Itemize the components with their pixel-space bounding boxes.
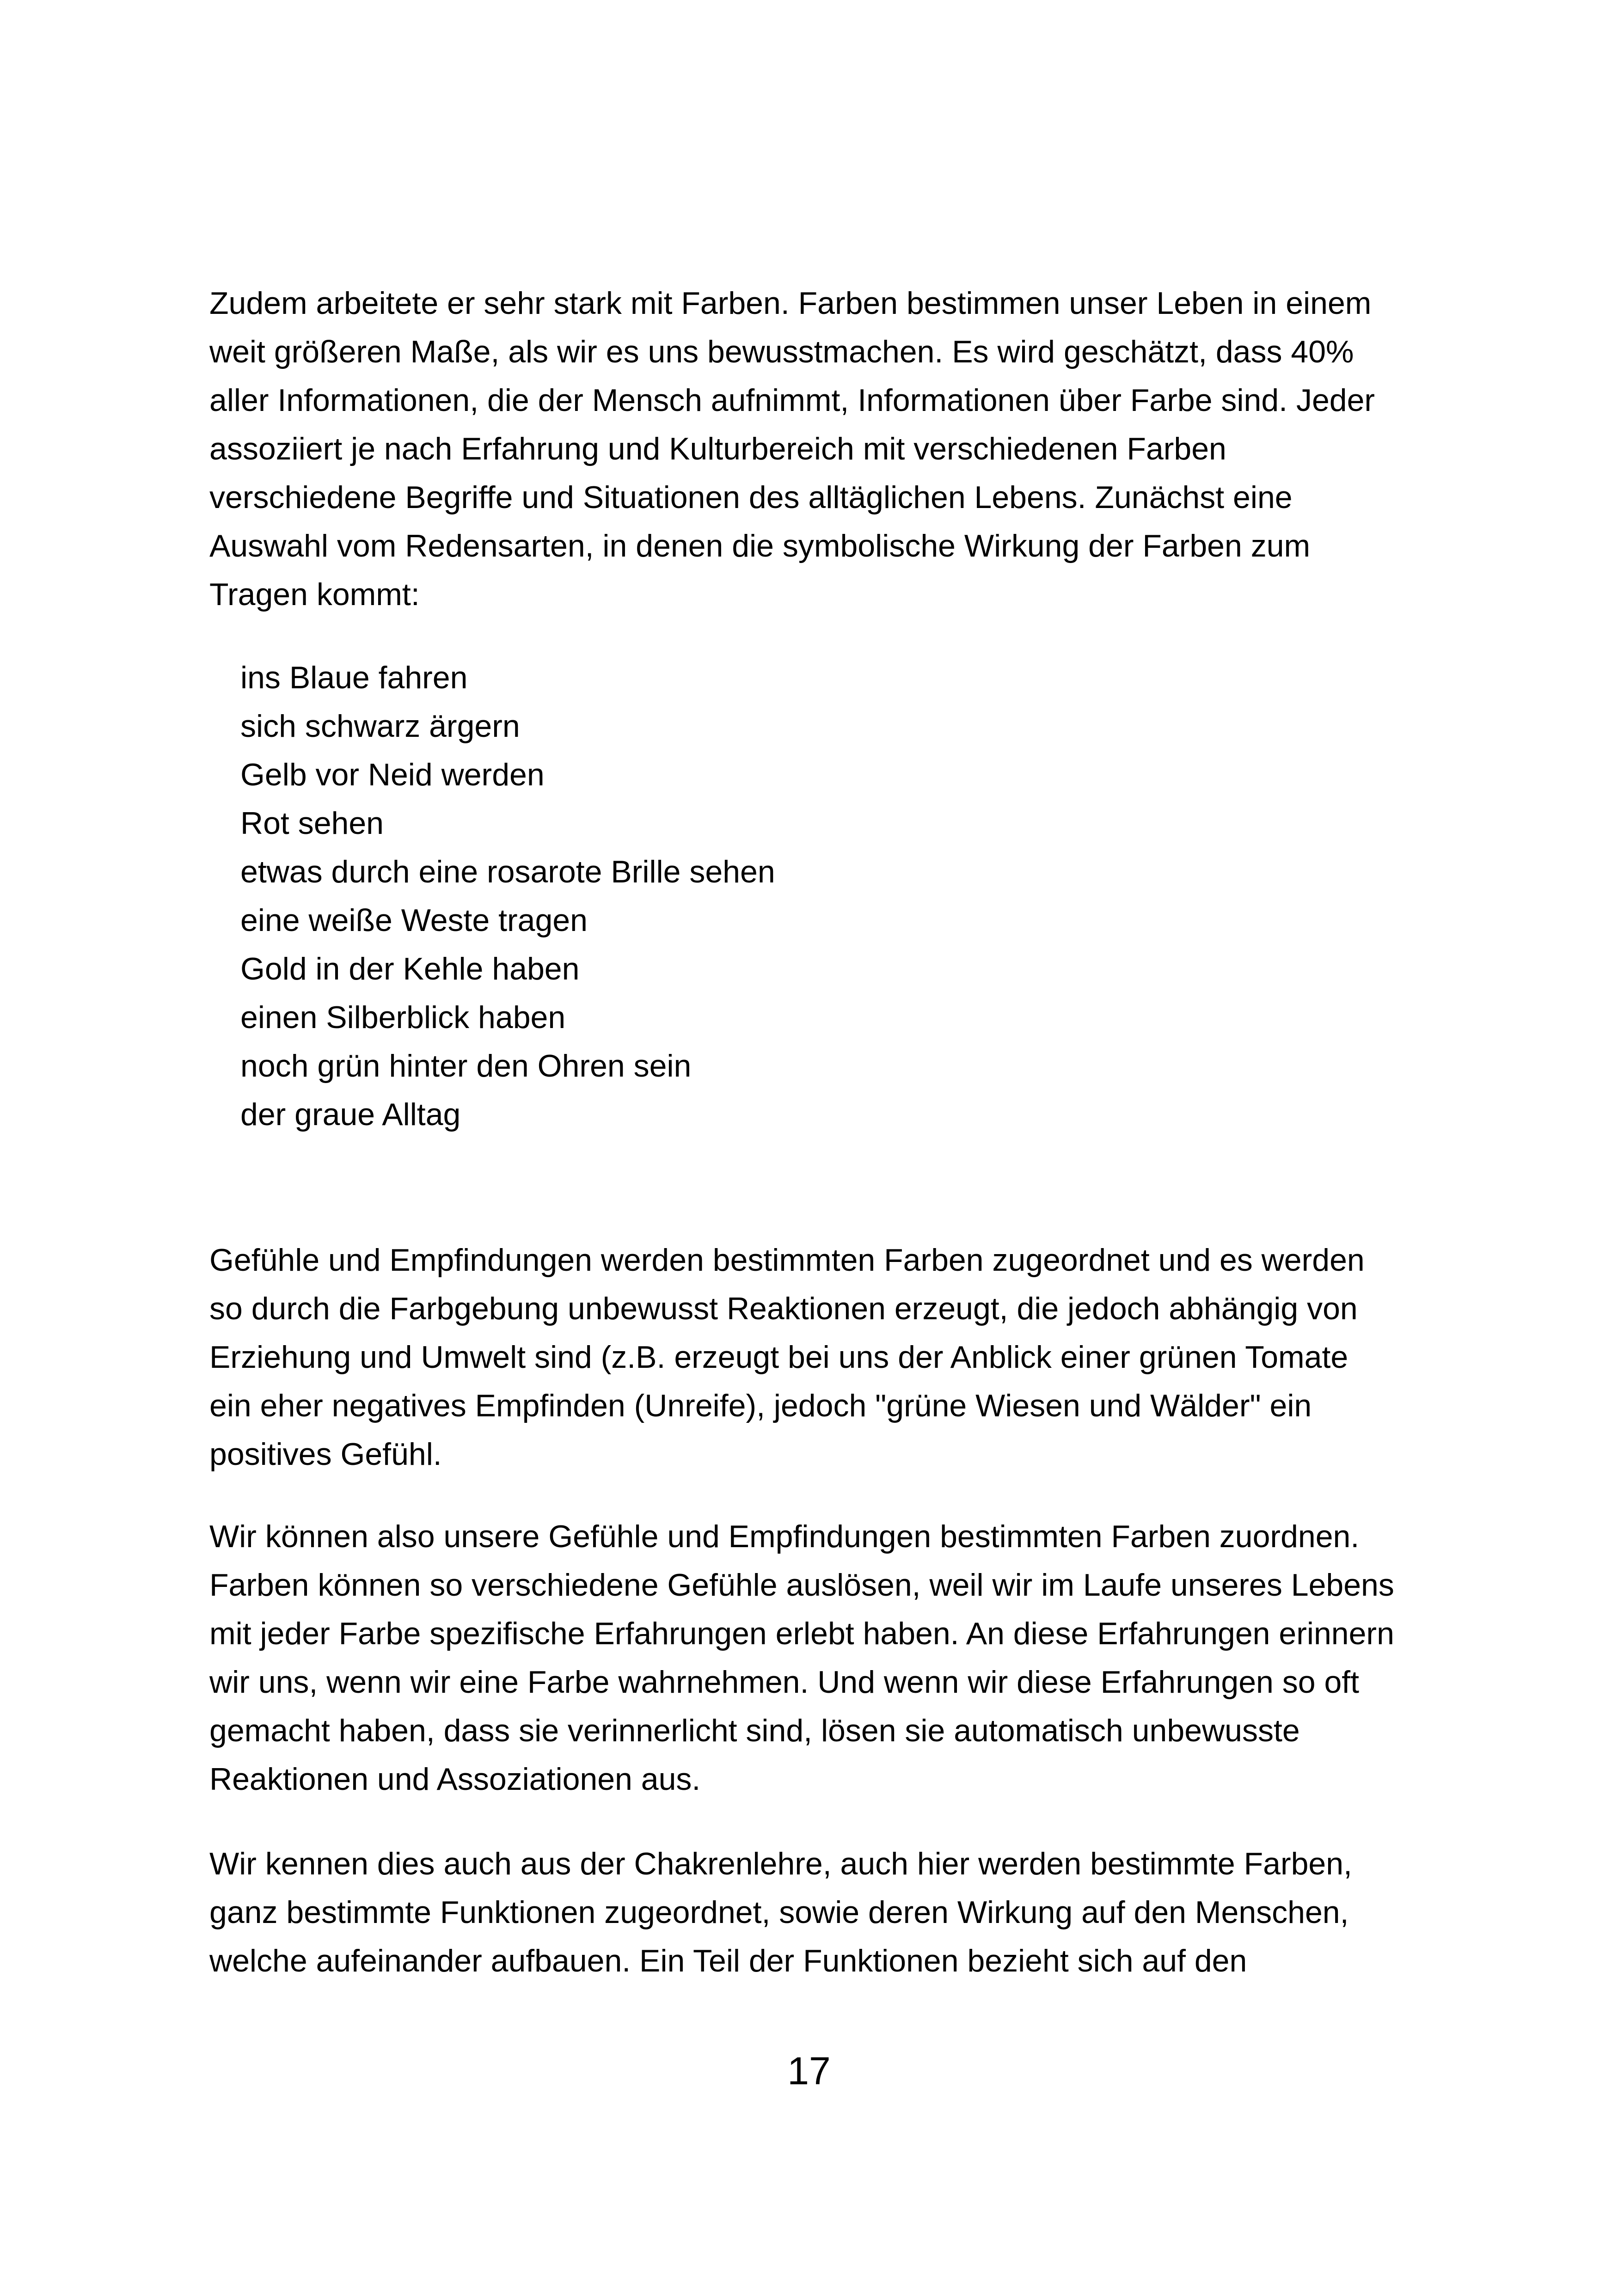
text-line: aller Informationen, die der Mensch aufnimmt, Informationen über Farbe sind. Jeder xyxy=(209,383,1375,418)
text-line: Auswahl vom Redensarten, in denen die symbolische Wirkung der Farben zum xyxy=(209,528,1311,563)
list-item: Rot sehen xyxy=(240,806,384,841)
list-item: Gold in der Kehle haben xyxy=(240,951,580,986)
text-line: Erziehung und Umwelt sind (z.B. erzeugt bei uns der Anblick einer grünen Tomate xyxy=(209,1340,1348,1375)
text-line: ganz bestimmte Funktionen zugeordnet, sowie deren Wirkung auf den Menschen, xyxy=(209,1895,1349,1930)
text-line: weit größeren Maße, als wir es uns bewusstmachen. Es wird geschätzt, dass 40% xyxy=(209,334,1354,369)
text-line: Wir können also unsere Gefühle und Empfindungen bestimmten Farben zuordnen. xyxy=(209,1519,1360,1554)
paragraph-chakra xyxy=(209,1840,1421,1985)
text-line: verschiedene Begriffe und Situationen des alltäglichen Lebens. Zunächst eine xyxy=(209,480,1293,515)
text-line: Tragen kommt: xyxy=(209,577,420,612)
text-line: mit jeder Farbe spezifische Erfahrungen erlebt haben. An diese Erfahrungen erinnern xyxy=(209,1616,1394,1651)
list-item: sich schwarz ärgern xyxy=(240,709,520,744)
text-line: Wir kennen dies auch aus der Chakrenlehre, auch hier werden bestimmte Farben, xyxy=(209,1846,1352,1881)
text-line: Reaktionen und Assoziationen aus. xyxy=(209,1762,701,1797)
text-line: positives Gefühl. xyxy=(209,1437,442,1472)
idiom-list xyxy=(240,654,1452,1139)
text-line: Zudem arbeitete er sehr stark mit Farben. Farben bestimmen unser Leben in einem xyxy=(209,286,1372,321)
text-line: Gefühle und Empfindungen werden bestimmten Farben zugeordnet und es werden xyxy=(209,1243,1365,1278)
list-item: ins Blaue fahren xyxy=(240,660,468,695)
list-item: noch grün hinter den Ohren sein xyxy=(240,1048,692,1084)
paragraph-feelings xyxy=(209,1236,1421,1479)
list-item: der graue Alltag xyxy=(240,1097,461,1132)
text-line: Farben können so verschiedene Gefühle auslösen, weil wir im Laufe unseres Lebens xyxy=(209,1567,1394,1603)
text-line: ein eher negatives Empfinden (Unreife), jedoch "grüne Wiesen und Wälder" ein xyxy=(209,1388,1312,1423)
list-item: etwas durch eine rosarote Brille sehen xyxy=(240,854,775,889)
text-line: wir uns, wenn wir eine Farbe wahrnehmen. Und wenn wir diese Erfahrungen so oft xyxy=(209,1665,1360,1700)
list-item: eine weiße Weste tragen xyxy=(240,903,588,938)
text-line: assoziiert je nach Erfahrung und Kulturbereich mit verschiedenen Farben xyxy=(209,431,1226,466)
page-number: 17 xyxy=(787,2049,831,2093)
list-item: Gelb vor Neid werden xyxy=(240,757,545,792)
list-item: einen Silberblick haben xyxy=(240,1000,566,1035)
text-line: so durch die Farbgebung unbewusst Reaktionen erzeugt, die jedoch abhängig von xyxy=(209,1291,1358,1326)
text-line: welche aufeinander aufbauen. Ein Teil der Funktionen bezieht sich auf den xyxy=(209,1943,1247,1978)
paragraph-intro xyxy=(209,279,1421,619)
paragraph-emotions xyxy=(209,1512,1421,1804)
text-line: gemacht haben, dass sie verinnerlicht sind, lösen sie automatisch unbewusste xyxy=(209,1713,1300,1748)
